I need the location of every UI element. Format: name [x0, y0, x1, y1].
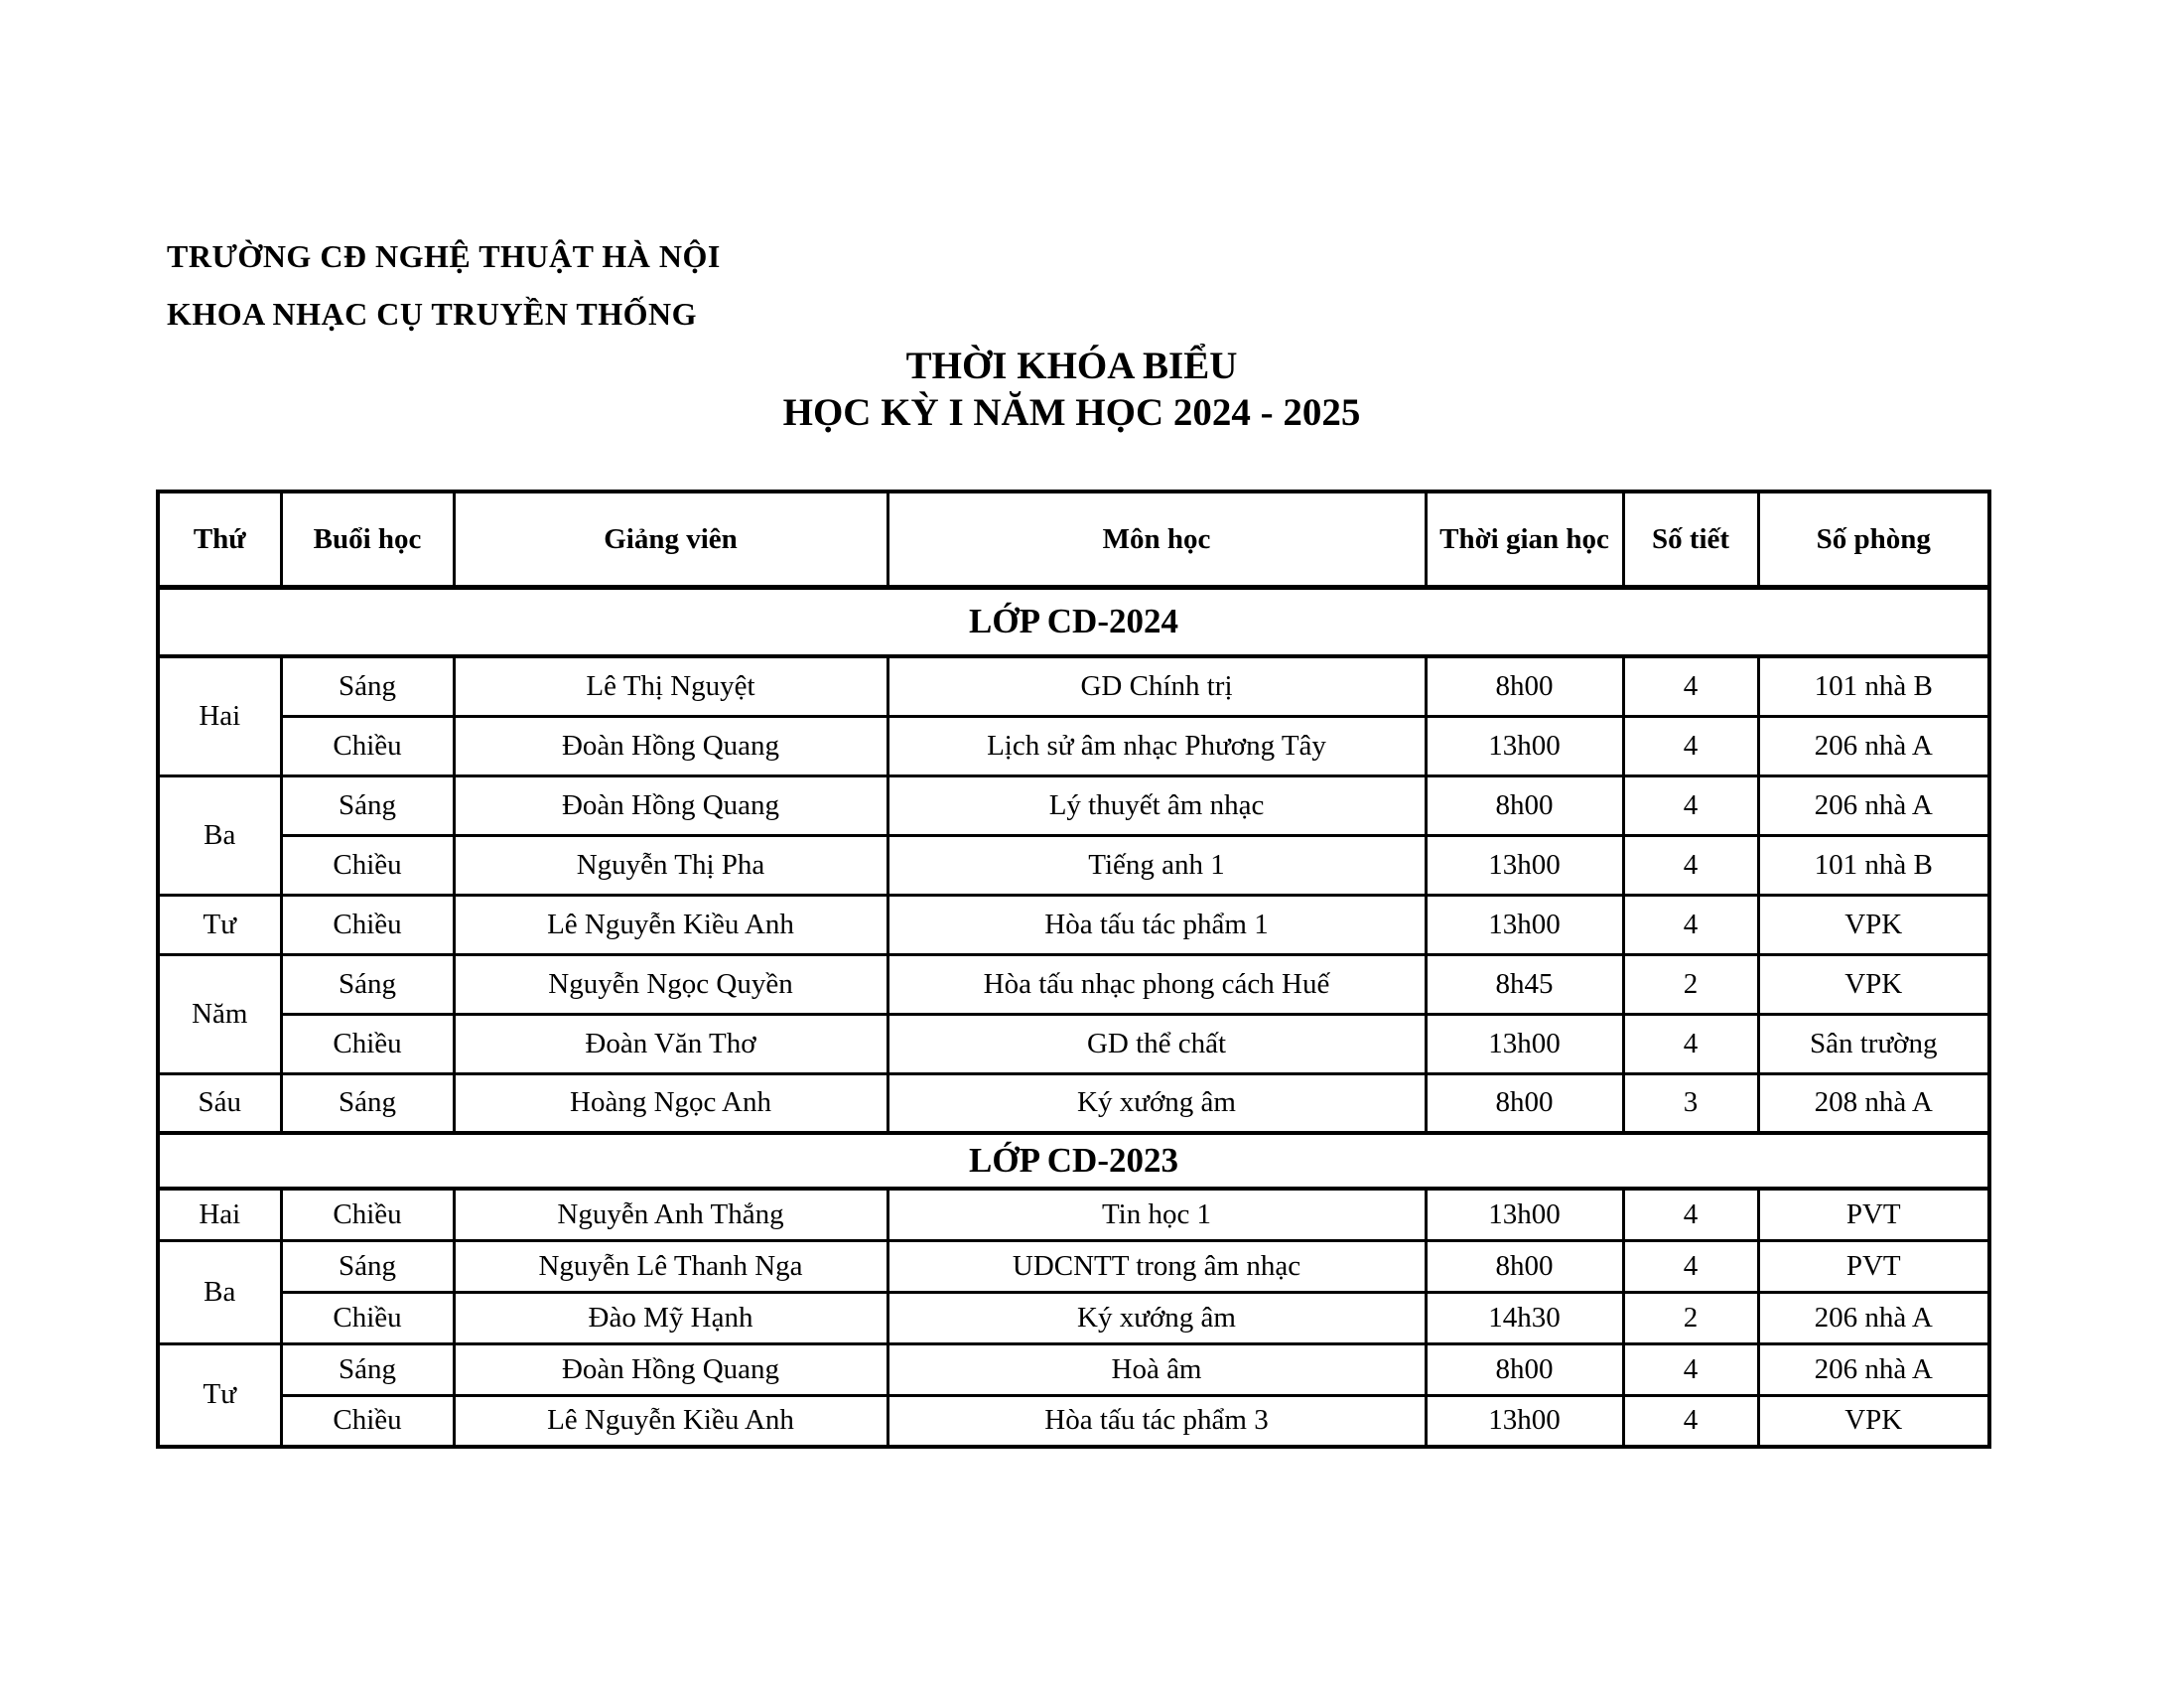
table-row	[158, 656, 1989, 716]
room-cell: 206 nhà A	[1758, 1343, 1989, 1395]
day-cell: Ba	[158, 775, 281, 895]
section-label: LỚP CD-2023	[158, 1133, 1989, 1189]
teacher-cell: Lê Nguyễn Kiều Anh	[454, 895, 887, 954]
room-cell: 206 nhà A	[1758, 1292, 1989, 1343]
time-cell: 8h45	[1426, 954, 1623, 1014]
section-row	[158, 587, 1989, 656]
periods-cell: 2	[1623, 1292, 1758, 1343]
column-header-5: Số tiết	[1623, 492, 1758, 587]
table-row	[158, 716, 1989, 775]
table-row	[158, 1395, 1989, 1447]
subject-cell: Lý thuyết âm nhạc	[887, 775, 1426, 835]
periods-cell: 4	[1623, 1395, 1758, 1447]
document-subtitle: HỌC KỲ I NĂM HỌC 2024 - 2025	[782, 391, 1361, 434]
room-cell: 101 nhà B	[1758, 656, 1989, 716]
time-cell: 14h30	[1426, 1292, 1623, 1343]
timetable-head	[158, 492, 1989, 587]
teacher-cell: Nguyễn Ngọc Quyền	[454, 954, 887, 1014]
periods-cell: 4	[1623, 1014, 1758, 1073]
periods-cell: 2	[1623, 954, 1758, 1014]
day-cell: Tư	[158, 895, 281, 954]
session-cell: Sáng	[281, 1343, 454, 1395]
table-row	[158, 835, 1989, 895]
teacher-cell: Đoàn Hồng Quang	[454, 716, 887, 775]
teacher-cell: Hoàng Ngọc Anh	[454, 1073, 887, 1133]
subject-cell: Tin học 1	[887, 1189, 1426, 1240]
time-cell: 13h00	[1426, 1189, 1623, 1240]
time-cell: 13h00	[1426, 835, 1623, 895]
table-row	[158, 1189, 1989, 1240]
table-row	[158, 1073, 1989, 1133]
day-cell: Tư	[158, 1343, 281, 1447]
room-cell: Sân trường	[1758, 1014, 1989, 1073]
periods-cell: 4	[1623, 835, 1758, 895]
school-name: TRƯỜNG CĐ NGHỆ THUẬT HÀ NỘI	[167, 238, 721, 274]
subject-cell: GD Chính trị	[887, 656, 1426, 716]
room-cell: 101 nhà B	[1758, 835, 1989, 895]
subject-cell: Ký xướng âm	[887, 1073, 1426, 1133]
column-header-6: Số phòng	[1758, 492, 1989, 587]
room-cell: VPK	[1758, 954, 1989, 1014]
session-cell: Sáng	[281, 1240, 454, 1292]
time-cell: 13h00	[1426, 716, 1623, 775]
subject-cell: UDCNTT trong âm nhạc	[887, 1240, 1426, 1292]
room-cell: 208 nhà A	[1758, 1073, 1989, 1133]
room-cell: PVT	[1758, 1189, 1989, 1240]
time-cell: 8h00	[1426, 1073, 1623, 1133]
session-cell: Sáng	[281, 1073, 454, 1133]
timetable-body	[158, 587, 1989, 1447]
teacher-cell: Lê Thị Nguyệt	[454, 656, 887, 716]
column-header-0: Thứ	[158, 492, 281, 587]
subject-cell: GD thể chất	[887, 1014, 1426, 1073]
time-cell: 8h00	[1426, 775, 1623, 835]
session-cell: Chiều	[281, 835, 454, 895]
subject-cell: Hòa tấu tác phẩm 1	[887, 895, 1426, 954]
day-cell: Năm	[158, 954, 281, 1073]
table-row	[158, 1240, 1989, 1292]
session-cell: Chiều	[281, 1395, 454, 1447]
column-header-3: Môn học	[887, 492, 1426, 587]
column-header-1: Buổi học	[281, 492, 454, 587]
teacher-cell: Đào Mỹ Hạnh	[454, 1292, 887, 1343]
periods-cell: 3	[1623, 1073, 1758, 1133]
time-cell: 13h00	[1426, 1395, 1623, 1447]
teacher-cell: Đoàn Hồng Quang	[454, 775, 887, 835]
session-cell: Chiều	[281, 1292, 454, 1343]
faculty-name: KHOA NHẠC CỤ TRUYỀN THỐNG	[167, 296, 698, 332]
column-header-2: Giảng viên	[454, 492, 887, 587]
time-cell: 8h00	[1426, 1343, 1623, 1395]
timetable	[156, 490, 1991, 1449]
periods-cell: 4	[1623, 656, 1758, 716]
header-row	[158, 492, 1989, 587]
session-cell: Chiều	[281, 1189, 454, 1240]
room-cell: 206 nhà A	[1758, 775, 1989, 835]
room-cell: VPK	[1758, 895, 1989, 954]
day-cell: Sáu	[158, 1073, 281, 1133]
day-cell: Hai	[158, 1189, 281, 1240]
subject-cell: Hoà âm	[887, 1343, 1426, 1395]
column-header-4: Thời gian học	[1426, 492, 1623, 587]
periods-cell: 4	[1623, 775, 1758, 835]
teacher-cell: Nguyễn Thị Pha	[454, 835, 887, 895]
teacher-cell: Đoàn Văn Thơ	[454, 1014, 887, 1073]
room-cell: PVT	[1758, 1240, 1989, 1292]
table-row	[158, 1292, 1989, 1343]
subject-cell: Ký xướng âm	[887, 1292, 1426, 1343]
session-cell: Sáng	[281, 954, 454, 1014]
session-cell: Chiều	[281, 716, 454, 775]
time-cell: 8h00	[1426, 1240, 1623, 1292]
day-cell: Ba	[158, 1240, 281, 1343]
teacher-cell: Lê Nguyễn Kiều Anh	[454, 1395, 887, 1447]
periods-cell: 4	[1623, 895, 1758, 954]
table-row	[158, 1343, 1989, 1395]
document-title: THỜI KHÓA BIỂU	[905, 345, 1238, 387]
session-cell: Sáng	[281, 775, 454, 835]
subject-cell: Hòa tấu nhạc phong cách Huế	[887, 954, 1426, 1014]
room-cell: VPK	[1758, 1395, 1989, 1447]
room-cell: 206 nhà A	[1758, 716, 1989, 775]
time-cell: 13h00	[1426, 1014, 1623, 1073]
periods-cell: 4	[1623, 1343, 1758, 1395]
table-row	[158, 954, 1989, 1014]
section-label: LỚP CD-2024	[158, 587, 1989, 656]
periods-cell: 4	[1623, 1240, 1758, 1292]
table-row	[158, 895, 1989, 954]
teacher-cell: Nguyễn Anh Thắng	[454, 1189, 887, 1240]
teacher-cell: Nguyễn Lê Thanh Nga	[454, 1240, 887, 1292]
periods-cell: 4	[1623, 716, 1758, 775]
table-row	[158, 1014, 1989, 1073]
session-cell: Sáng	[281, 656, 454, 716]
teacher-cell: Đoàn Hồng Quang	[454, 1343, 887, 1395]
time-cell: 8h00	[1426, 656, 1623, 716]
subject-cell: Tiếng anh 1	[887, 835, 1426, 895]
subject-cell: Hòa tấu tác phẩm 3	[887, 1395, 1426, 1447]
periods-cell: 4	[1623, 1189, 1758, 1240]
title-block	[156, 343, 1987, 436]
subject-cell: Lịch sử âm nhạc Phương Tây	[887, 716, 1426, 775]
session-cell: Chiều	[281, 1014, 454, 1073]
day-cell: Hai	[158, 656, 281, 775]
section-row	[158, 1133, 1989, 1189]
table-row	[158, 775, 1989, 835]
session-cell: Chiều	[281, 895, 454, 954]
time-cell: 13h00	[1426, 895, 1623, 954]
